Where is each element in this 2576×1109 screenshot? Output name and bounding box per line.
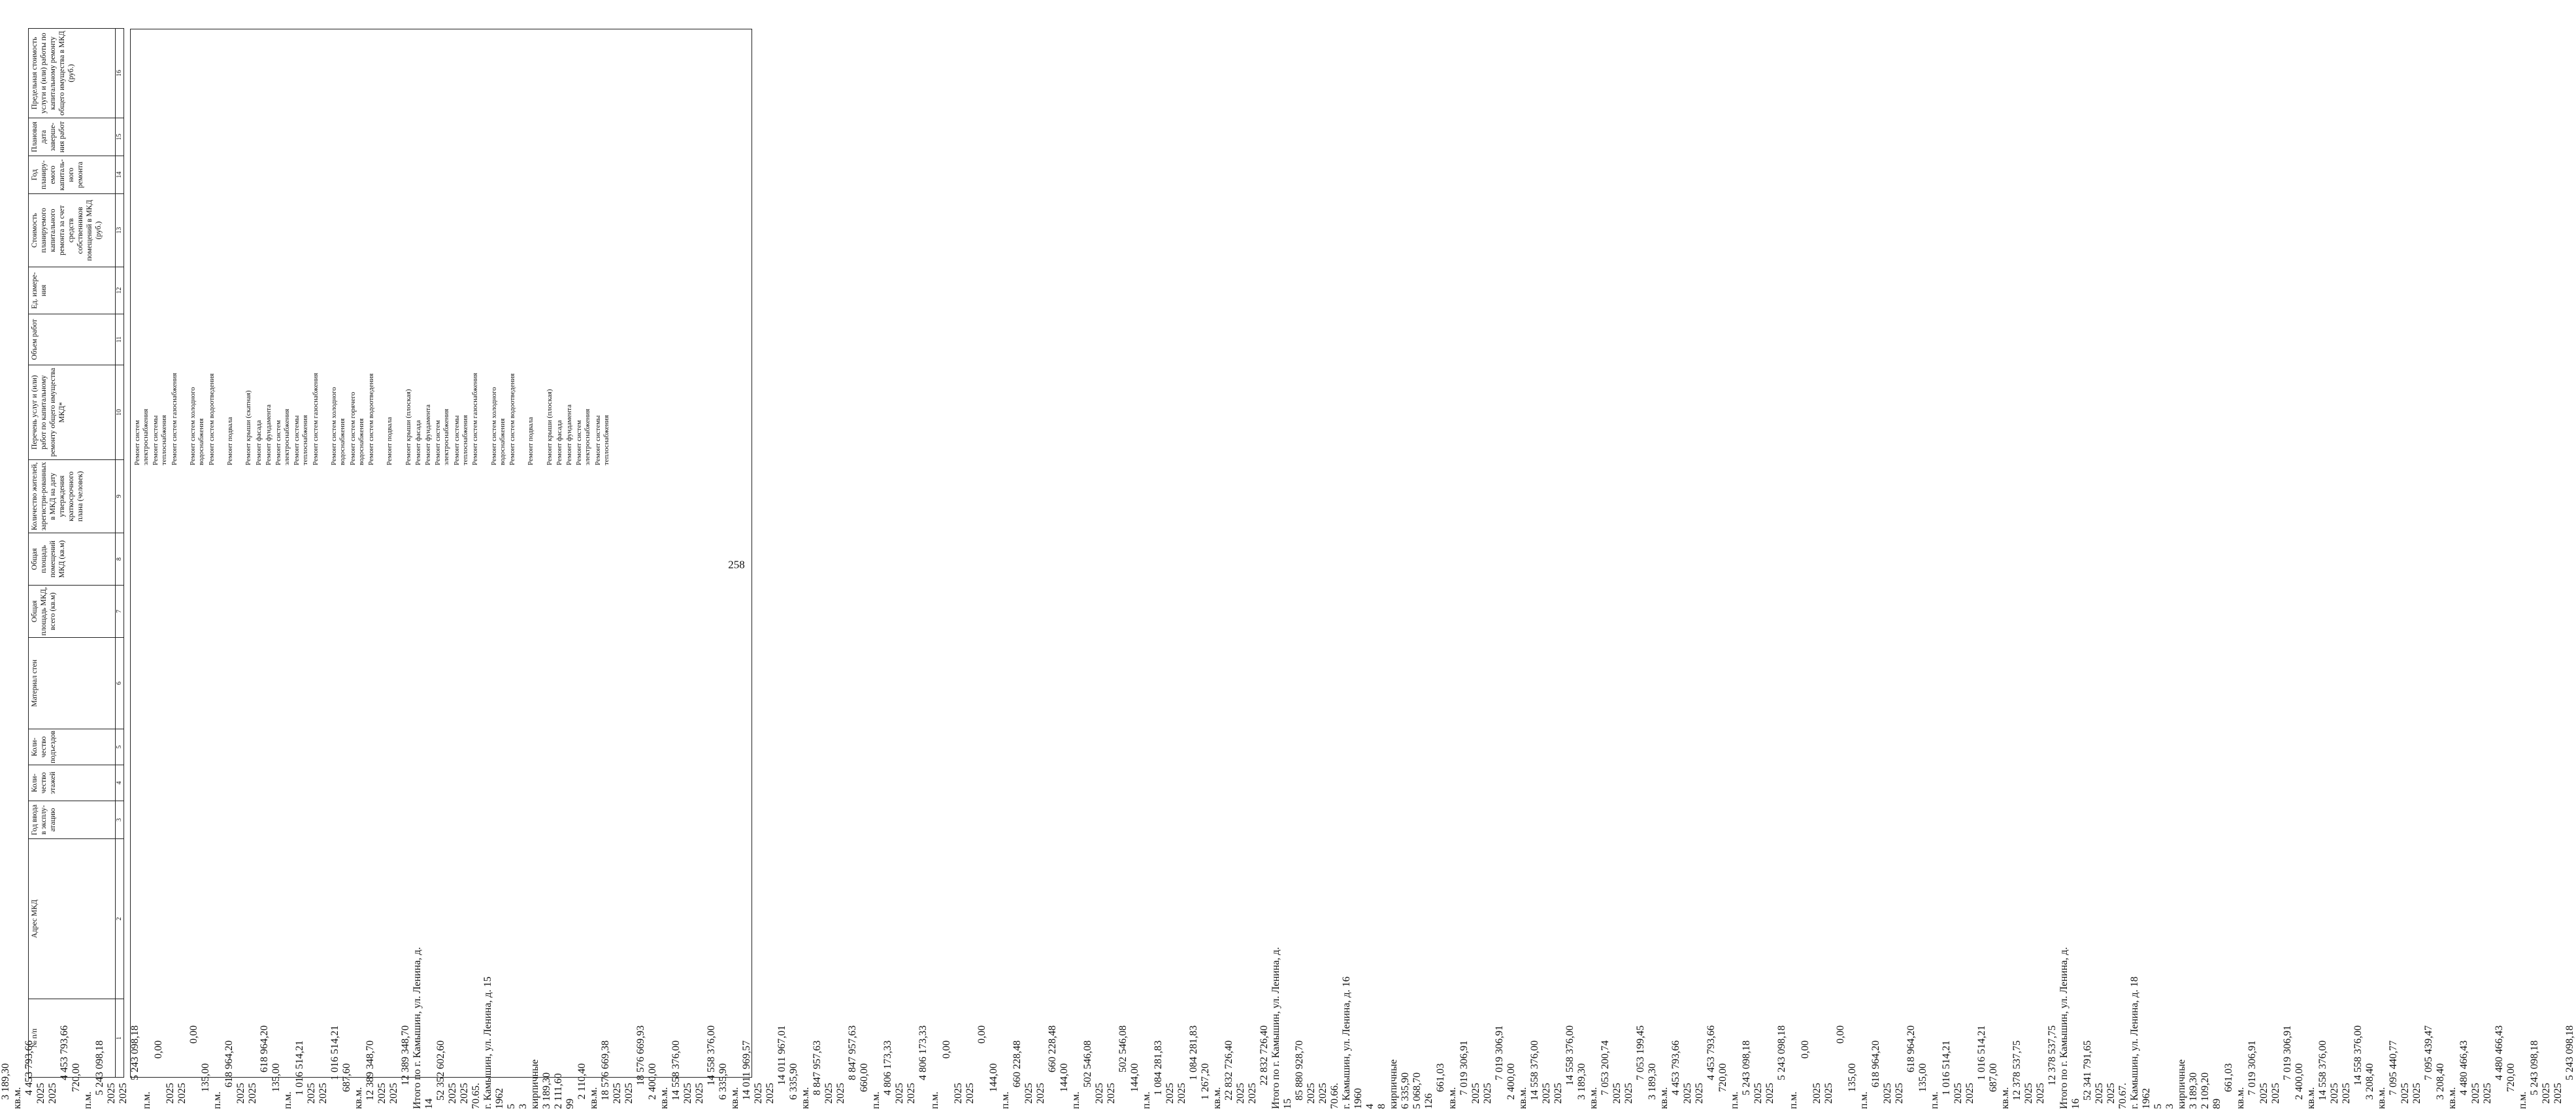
work-item: Ремонт систем электроснабжения — [133, 408, 150, 465]
total-cost: 52 352 602,60 — [435, 1040, 446, 1101]
work-item: Ремонт фундамента — [424, 404, 433, 465]
column-number-6: 6 — [116, 638, 124, 729]
total-year: 2025 — [447, 1083, 458, 1104]
work-cost: 4 806 173,33 — [882, 1040, 893, 1095]
work-cost: 14 558 376,00 — [1529, 1040, 1540, 1101]
total-date: 2025 — [1317, 1083, 1329, 1104]
work-unit: кв.м. — [800, 1087, 811, 1109]
work-limit-cost: 4 453 793,66 — [59, 1025, 70, 1080]
work-volume: 3 189,30 — [0, 1063, 11, 1100]
work-completion-date: 2025 — [2552, 1083, 2564, 1104]
work-item: Ремонт системы теплоснабжения — [293, 415, 310, 465]
work-item: Ремонт систем электроснабжения — [274, 408, 291, 465]
work-limit-cost: 0,00 — [1835, 1025, 1846, 1044]
work-completion-date: 2025 — [694, 1083, 705, 1104]
work-year: 2025 — [376, 1083, 388, 1104]
work-unit: кв.м. — [1517, 1087, 1528, 1109]
total-cost: 85 880 928,70 — [1294, 1040, 1305, 1101]
work-item: Ремонт систем электроснабжения — [434, 408, 451, 465]
work-completion-date: 2025 — [906, 1083, 917, 1104]
work-item: Ремонт систем газоснабжения — [471, 372, 480, 465]
work-item: Ремонт систем электроснабжения — [575, 408, 592, 465]
work-limit-cost: 0,00 — [188, 1025, 199, 1044]
work-completion-date: 2025 — [388, 1083, 399, 1104]
work-item: Ремонт фасада — [555, 420, 563, 465]
work-limit-cost: 5 243 098,18 — [2564, 1025, 2575, 1080]
work-limit-cost: 14 558 376,00 — [2353, 1025, 2364, 1085]
work-volume: 135,00 — [271, 1063, 282, 1092]
work-unit: кв.м. — [1659, 1087, 1670, 1109]
work-limit-cost: 502 546,08 — [1117, 1025, 1129, 1072]
column-header-8: Общая площадь помещений МКД (кв.м) — [29, 533, 116, 586]
work-year: 2025 — [2541, 1083, 2552, 1104]
work-year: 2025 — [1541, 1083, 1552, 1104]
work-completion-date: 2025 — [2035, 1083, 2046, 1104]
work-item: Ремонт подвала — [386, 417, 394, 465]
work-item: Ремонт систем водоотведения — [367, 373, 375, 465]
column-header-11: Объем работ — [29, 314, 116, 365]
total-date: 2025 — [459, 1083, 470, 1104]
work-year: 2025 — [2400, 1083, 2411, 1104]
house-entrances: 3 — [2164, 1104, 2175, 1109]
work-completion-date: 2025 — [835, 1083, 846, 1104]
work-completion-date: 2025 — [2411, 1083, 2422, 1104]
work-completion-date: 2025 — [1176, 1083, 1187, 1104]
work-year: 2025 — [2329, 1083, 2340, 1104]
column-header-5: Коли-чество подъездов — [29, 729, 116, 765]
column-header-7: Общая площадь МКД, всего (кв.м) — [29, 586, 116, 638]
work-completion-date: 2025 — [176, 1083, 188, 1104]
work-item: Ремонт фундамента — [565, 404, 574, 465]
work-completion-date: 2025 — [2270, 1083, 2281, 1104]
work-year: 2025 — [823, 1083, 834, 1104]
work-completion-date: 2025 — [1106, 1083, 1117, 1104]
column-header-14: Год планиру-емого капиталь-ного ремонта — [29, 156, 116, 194]
work-year: 2025 — [1470, 1083, 1481, 1104]
work-limit-cost: 618 964,20 — [1906, 1025, 1917, 1072]
house-room-area: 2 111,60 — [553, 1073, 564, 1109]
page-number: 258 — [728, 558, 745, 571]
work-year: 2025 — [1682, 1083, 1693, 1104]
house-floors: 4 — [1364, 1104, 1376, 1109]
row-number: 70.67. — [2117, 1083, 2128, 1109]
work-year: 2025 — [612, 1083, 623, 1104]
column-number-4: 4 — [116, 765, 124, 801]
row-number: 70.66. — [1329, 1083, 1340, 1109]
work-cost: 0,00 — [153, 1040, 164, 1059]
work-cost: 7 019 306,91 — [2247, 1040, 2258, 1095]
work-cost: 14 011 969,57 — [741, 1040, 752, 1101]
column-number-13: 13 — [116, 194, 124, 267]
column-number-12: 12 — [116, 267, 124, 314]
work-cost: 14 558 376,00 — [2317, 1040, 2328, 1101]
work-completion-date: 2025 — [118, 1083, 129, 1104]
work-unit: п.м. — [1729, 1091, 1740, 1109]
work-limit-cost: 0,00 — [976, 1025, 987, 1044]
work-unit: кв.м. — [588, 1087, 599, 1109]
work-year: 2025 — [165, 1083, 176, 1104]
work-unit: п.м. — [1000, 1091, 1011, 1109]
work-completion-date: 2025 — [765, 1083, 776, 1104]
work-limit-cost: 14 558 376,00 — [1564, 1025, 1576, 1085]
work-unit: кв.м. — [12, 1087, 23, 1109]
header-row — [29, 29, 116, 1078]
work-year: 2025 — [1611, 1083, 1623, 1104]
house-residents: 126 — [1423, 1093, 1434, 1109]
work-completion-date: 2025 — [1764, 1083, 1775, 1104]
work-year: 2025 — [235, 1083, 246, 1104]
work-item: Ремонт систем холодного водоснабжения — [189, 387, 206, 465]
work-unit: кв.м. — [2376, 1087, 2387, 1109]
house-year: 1962 — [2141, 1088, 2152, 1109]
column-number-16: 16 — [116, 29, 124, 118]
work-year: 2025 — [1164, 1083, 1176, 1104]
work-item: Ремонт систем газоснабжения — [311, 372, 320, 465]
work-limit-cost: 5 243 098,18 — [129, 1025, 140, 1080]
total-date: 2025 — [2105, 1083, 2117, 1104]
work-cost: 660 228,48 — [1012, 1040, 1023, 1087]
work-cost: 8 847 957,63 — [812, 1040, 823, 1095]
work-item: Ремонт системы теплоснабжения — [593, 415, 610, 465]
work-completion-date: 2025 — [2341, 1083, 2352, 1104]
work-volume: 2 400,00 — [1506, 1063, 1517, 1100]
house-wall-material: кирпичные — [1388, 1059, 1399, 1109]
work-volume: 661,03 — [2223, 1063, 2234, 1092]
column-header-10: Перечень услуг и (или) работ по капитальному ремонту общего имущества МКД* — [29, 365, 116, 460]
work-limit-cost: 12 378 537,75 — [2047, 1025, 2058, 1085]
row-number: 70.65. — [471, 1083, 482, 1109]
work-limit-cost: 660 228,48 — [1047, 1025, 1058, 1072]
work-item: Ремонт фасада — [254, 420, 263, 465]
work-year: 2025 — [953, 1083, 964, 1104]
work-limit-cost: 7 053 199,45 — [1635, 1025, 1646, 1080]
column-header-15: Плановая дата заверше-ния работ — [29, 118, 116, 156]
work-item: Ремонт крыши (скатная) — [244, 390, 253, 465]
work-cost: 22 832 726,40 — [1223, 1040, 1234, 1101]
table-body-frame — [130, 29, 752, 1078]
work-volume: 720,00 — [71, 1063, 82, 1092]
house-address: г. Камышин, ул. Ленина, д. 16 — [1341, 976, 1352, 1109]
column-header-4: Коли-чество этажей — [29, 765, 116, 801]
work-limit-cost: 14 558 376,00 — [706, 1025, 717, 1085]
work-volume: 135,00 — [1917, 1063, 1928, 1092]
work-completion-date: 2025 — [2482, 1083, 2493, 1104]
work-unit: п.м. — [282, 1091, 293, 1109]
register-table-header — [28, 28, 124, 1078]
work-cost: 1 016 514,21 — [294, 1040, 305, 1095]
work-year: 2025 — [306, 1083, 317, 1104]
work-unit: п.м. — [82, 1091, 93, 1109]
work-cost: 4 453 793,66 — [24, 1040, 35, 1095]
work-year: 2025 — [1811, 1083, 1823, 1104]
work-item: Ремонт системы теплоснабжения — [452, 415, 469, 465]
work-unit: кв.м. — [729, 1087, 740, 1109]
total-label: Итого по г. Камышин, ул. Ленина, д. 14 — [412, 947, 435, 1109]
house-total-area: 3 189,30 — [541, 1072, 552, 1109]
work-unit: п.м. — [2517, 1091, 2528, 1109]
work-cost: 502 546,08 — [1082, 1040, 1093, 1087]
work-cost: 5 243 098,18 — [2529, 1040, 2540, 1095]
work-unit: кв.м. — [659, 1087, 670, 1109]
work-cost: 0,00 — [941, 1040, 952, 1059]
house-wall-material: кирпичные — [529, 1059, 540, 1109]
work-unit: п.м. — [1788, 1091, 1799, 1109]
house-room-area: 2 109,20 — [2200, 1072, 2211, 1109]
work-year: 2025 — [894, 1083, 905, 1104]
work-item: Ремонт фасада — [414, 420, 422, 465]
column-number-9: 9 — [116, 460, 124, 533]
work-item: Ремонт систем водоотведения — [207, 373, 216, 465]
house-year: 1960 — [1353, 1088, 1364, 1109]
work-cost: 618 964,20 — [1870, 1040, 1881, 1087]
total-cost: 52 341 791,65 — [2082, 1040, 2093, 1101]
work-year: 2025 — [1094, 1083, 1105, 1104]
work-completion-date: 2025 — [247, 1083, 258, 1104]
work-unit: п.м. — [141, 1091, 152, 1109]
work-year: 2025 — [682, 1083, 693, 1104]
work-unit: п.м. — [870, 1091, 882, 1109]
house-address: г. Камышин, ул. Ленина, д. 15 — [482, 976, 493, 1109]
work-volume: 720,00 — [1717, 1063, 1728, 1092]
work-limit-cost: 7 019 306,91 — [1494, 1025, 1505, 1080]
work-cost: 18 576 669,38 — [600, 1040, 611, 1101]
work-limit-cost: 1 084 281,83 — [1188, 1025, 1199, 1080]
work-completion-date: 2025 — [47, 1083, 58, 1104]
work-unit: кв.м. — [1588, 1087, 1599, 1109]
work-volume: 144,00 — [988, 1063, 999, 1092]
work-cost: 1 084 281,83 — [1153, 1040, 1164, 1095]
work-limit-cost: 22 832 726,40 — [1259, 1025, 1270, 1085]
column-number-7: 7 — [116, 586, 124, 638]
house-residents: 99 — [565, 1099, 576, 1109]
work-item: Ремонт системы теплоснабжения — [152, 415, 169, 465]
work-volume: 687,60 — [341, 1063, 352, 1092]
work-volume: 135,00 — [200, 1063, 211, 1092]
house-entrances: 8 — [1376, 1104, 1387, 1109]
work-volume: 2 110,40 — [576, 1063, 587, 1100]
work-completion-date: 2025 — [1482, 1083, 1493, 1104]
work-limit-cost: 18 576 669,93 — [635, 1025, 646, 1085]
work-cost: 7 019 306,91 — [1459, 1040, 1470, 1095]
work-cost: 0,00 — [1800, 1040, 1811, 1059]
house-floors: 5 — [506, 1104, 517, 1109]
work-completion-date: 2025 — [1694, 1083, 1705, 1104]
column-header-1: № п/п — [29, 999, 116, 1078]
work-volume: 660,00 — [859, 1063, 870, 1092]
work-volume: 144,00 — [1129, 1063, 1140, 1092]
work-item: Ремонт систем газоснабжения — [170, 372, 178, 465]
work-unit: кв.м. — [1447, 1087, 1458, 1109]
house-entrances: 3 — [518, 1104, 529, 1109]
work-year: 2025 — [2470, 1083, 2481, 1104]
work-limit-cost: 1 016 514,21 — [329, 1025, 340, 1080]
total-year: 2025 — [1306, 1083, 1317, 1104]
work-limit-cost: 4 480 466,43 — [2494, 1025, 2505, 1080]
work-year: 2025 — [1953, 1083, 1964, 1104]
work-limit-cost: 1 016 514,21 — [1976, 1025, 1987, 1080]
work-volume: 144,00 — [1059, 1063, 1070, 1092]
work-volume: 6 335,90 — [718, 1063, 729, 1100]
work-item: Ремонт крыши (плоская) — [545, 389, 553, 465]
work-cost: 7 095 440,77 — [2388, 1040, 2399, 1095]
house-floors: 5 — [2153, 1104, 2164, 1109]
work-cost: 7 053 200,74 — [1600, 1040, 1611, 1095]
work-year: 2025 — [35, 1083, 46, 1104]
work-completion-date: 2025 — [1247, 1083, 1258, 1104]
work-year: 2025 — [2023, 1083, 2034, 1104]
house-address: г. Камышин, ул. Ленина, д. 18 — [2129, 976, 2140, 1109]
work-cost: 4 480 466,43 — [2458, 1040, 2469, 1095]
work-volume: 661,03 — [1435, 1063, 1446, 1092]
work-limit-cost: 14 011 967,01 — [776, 1025, 787, 1085]
work-volume: 1 267,20 — [1200, 1063, 1211, 1100]
work-year: 2025 — [1753, 1083, 1764, 1104]
work-volume: 2 400,00 — [2294, 1063, 2305, 1100]
work-completion-date: 2025 — [965, 1083, 976, 1104]
total-label: Итого по г. Камышин, ул. Ленина, д. 16 — [2058, 947, 2081, 1109]
column-number-15: 15 — [116, 118, 124, 156]
work-cost: 5 243 098,18 — [1741, 1040, 1752, 1095]
house-total-area: 3 189,30 — [2188, 1072, 2199, 1109]
work-volume: 3 208,40 — [2435, 1063, 2446, 1100]
work-limit-cost: 4 453 793,66 — [1706, 1025, 1717, 1080]
work-unit: п.м. — [1141, 1091, 1152, 1109]
work-completion-date: 2025 — [1035, 1083, 1046, 1104]
work-year: 2025 — [1023, 1083, 1034, 1104]
column-number-row — [116, 29, 124, 1078]
work-completion-date: 2025 — [1823, 1083, 1834, 1104]
work-item: Ремонт систем водоотведения — [508, 373, 516, 465]
house-total-area: 6 335,90 — [1400, 1072, 1411, 1109]
total-label: Итого по г. Камышин, ул. Ленина, д. 15 — [1270, 947, 1293, 1109]
work-unit: п.м. — [1858, 1091, 1870, 1109]
work-limit-cost: 5 243 098,18 — [1776, 1025, 1787, 1080]
column-number-11: 11 — [116, 314, 124, 365]
column-number-3: 3 — [116, 801, 124, 839]
work-limit-cost: 7 095 439,47 — [2423, 1025, 2434, 1080]
work-volume: 135,00 — [1847, 1063, 1858, 1092]
work-volume: 687,00 — [1988, 1063, 1999, 1092]
work-unit: кв.м. — [2447, 1087, 2458, 1109]
work-limit-cost: 7 019 306,91 — [2282, 1025, 2293, 1080]
work-item: Ремонт систем холодного водоснабжения — [330, 387, 347, 465]
work-cost: 12 389 348,70 — [365, 1040, 376, 1101]
work-cost: 4 453 793,66 — [1670, 1040, 1681, 1095]
work-limit-cost: 8 847 957,63 — [847, 1025, 858, 1080]
work-unit: кв.м. — [353, 1087, 364, 1109]
work-volume: 3 189,30 — [1647, 1063, 1658, 1100]
work-volume: 3 208,40 — [2364, 1063, 2375, 1100]
work-item: Ремонт фундамента — [264, 404, 272, 465]
column-number-1: 1 — [116, 999, 124, 1078]
work-unit: п.м. — [212, 1091, 223, 1109]
work-completion-date: 2025 — [318, 1083, 329, 1104]
work-unit: кв.м. — [2305, 1087, 2317, 1109]
work-item: Ремонт подвала — [226, 417, 234, 465]
work-cost: 5 243 098,18 — [94, 1040, 105, 1095]
house-wall-material: кирпичные — [2176, 1059, 2187, 1109]
column-number-2: 2 — [116, 839, 124, 999]
column-header-6: Материал стен — [29, 638, 116, 729]
work-volume: 2 400,00 — [647, 1063, 658, 1100]
work-unit: п.м. — [1070, 1091, 1082, 1109]
column-header-13: Стоимость планируемого капитального ремонта за счет средств собственников помещений в МКД (руб.) — [29, 194, 116, 267]
work-year: 2025 — [1235, 1083, 1246, 1104]
column-number-5: 5 — [116, 729, 124, 765]
column-number-14: 14 — [116, 156, 124, 194]
work-volume: 720,00 — [2505, 1063, 2517, 1092]
work-completion-date: 2025 — [1964, 1083, 1975, 1104]
column-header-9: Количество жителей, зарегистри-рованных в МКД на дату утверждения краткосрочного плана (человек) — [29, 460, 116, 533]
work-volume: 3 189,30 — [1576, 1063, 1587, 1100]
column-header-3: Год ввода в эксплу-атацию — [29, 801, 116, 839]
work-completion-date: 2025 — [1553, 1083, 1564, 1104]
work-item: Ремонт подвала — [527, 417, 535, 465]
house-room-area: 5 068,70 — [1412, 1072, 1423, 1109]
house-year: 1962 — [494, 1088, 505, 1109]
work-volume: 6 335,90 — [788, 1063, 799, 1100]
work-cost: 1 016 514,21 — [1941, 1040, 1952, 1095]
work-item: Ремонт систем холодного водоснабжения — [489, 387, 506, 465]
total-year: 2025 — [2094, 1083, 2105, 1104]
column-number-8: 8 — [116, 533, 124, 586]
work-cost: 12 378 537,75 — [2011, 1040, 2023, 1101]
work-item: Ремонт крыши (плоская) — [404, 389, 412, 465]
work-limit-cost: 4 806 173,33 — [917, 1025, 929, 1080]
column-header-2: Адрес МКД — [29, 839, 116, 999]
work-year: 2025 — [2258, 1083, 2270, 1104]
work-cost: 14 558 376,00 — [670, 1040, 682, 1101]
work-item: Ремонт систем горячего водоснабжения — [348, 391, 365, 465]
column-number-10: 10 — [116, 365, 124, 460]
work-completion-date: 2025 — [623, 1083, 635, 1104]
work-unit: кв.м. — [1212, 1087, 1223, 1109]
work-limit-cost: 618 964,20 — [259, 1025, 270, 1072]
column-header-16: Предельная стоимость услуги и (или) работы по капитальному ремонту общего имущества в МКД (руб.) — [29, 29, 116, 118]
work-unit: кв.м. — [2235, 1087, 2246, 1109]
work-cost: 618 964,20 — [223, 1040, 235, 1087]
work-year: 2025 — [1882, 1083, 1893, 1104]
work-unit: п.м. — [929, 1091, 940, 1109]
column-header-12: Ед. измере-ния — [29, 267, 116, 314]
work-limit-cost: 12 389 348,70 — [400, 1025, 411, 1085]
work-completion-date: 2025 — [1894, 1083, 1905, 1104]
work-unit: п.м. — [1929, 1091, 1940, 1109]
work-year: 2025 — [753, 1083, 764, 1104]
work-unit: кв.м. — [2000, 1087, 2011, 1109]
work-year: 2025 — [106, 1083, 117, 1104]
work-completion-date: 2025 — [1623, 1083, 1634, 1104]
house-residents: 89 — [2211, 1099, 2222, 1109]
